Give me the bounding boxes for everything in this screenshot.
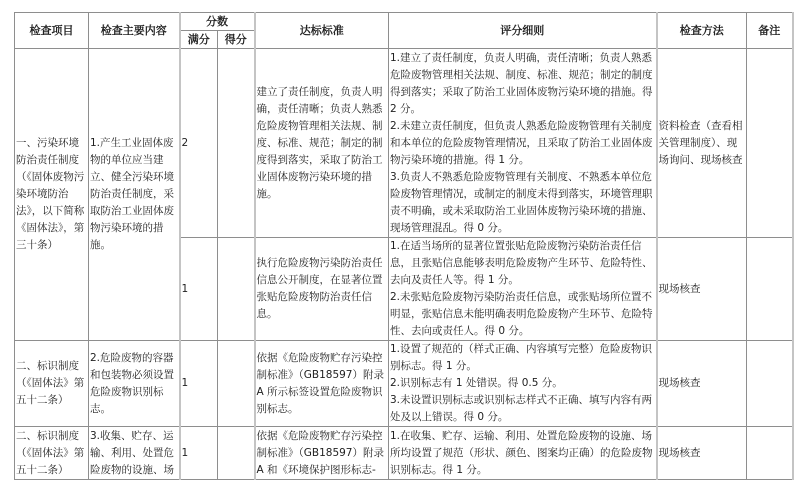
remark [747, 49, 793, 238]
inspection-table [14, 12, 794, 480]
inspection-item: 二、标识制度（《固体法》第五十二条） [15, 427, 89, 480]
full-score: 1 [180, 341, 218, 427]
full-score: 1 [180, 238, 218, 341]
inspection-method: 现场核查 [657, 427, 747, 480]
header-full-score: 满分 [180, 31, 218, 49]
header-score: 分数 [180, 13, 255, 31]
got-score [218, 341, 255, 427]
got-score [218, 49, 255, 238]
inspection-method: 资料检查（查看相关管理制度）、现场询问、现场核查 [657, 49, 747, 238]
remark [747, 341, 793, 427]
standard: 依据《危险废物贮存污染控制标准》（GB18597）附录 A 所示标签设置危险废物识别标志。 [255, 341, 389, 427]
standard: 建立了责任制度，负责人明确，责任清晰；负责人熟悉危险废物管理相关法规、制度、标准、规范；制定的制度得到落实，采取了防治工业固体废物污染环境的措施。 [255, 49, 389, 238]
header-item: 检查项目 [15, 13, 89, 49]
full-score: 1 [180, 427, 218, 480]
scoring-rule-item: 2.未张贴危险废物污染防治责任信息，或张贴场所位置不明显，张贴信息未能明确表明危险废物产生环节、危险特性、去向或责任人。得 0 分。 [390, 291, 653, 337]
inspection-method: 现场核查 [657, 341, 747, 427]
header-got-score: 得分 [218, 31, 255, 49]
inspection-content: 1.产生工业固体废物的单位应当建立、健全污染环境防治责任制度，采取防治工业固体废物污染环境的措施。 [89, 49, 180, 341]
got-score [218, 238, 255, 341]
scoring-rule-item: 1.建立了责任制度，负责人明确，责任清晰；负责人熟悉危险废物管理相关法规、制度、标准、规范；制定的制度得到落实；采取了防治工业固体废物污染环境的措施。得 2 分。 [390, 51, 653, 115]
scoring-rule-item: 1.在收集、贮存、运输、利用、处置危险废物的设施、场所均设置了规范（形状、颜色、图案均正确）的危险废物识别标志。得 1 分。 [390, 429, 653, 476]
full-score: 2 [180, 49, 218, 238]
inspection-method: 现场核查 [657, 238, 747, 341]
scoring-rule-item: 3.负责人不熟悉危险废物管理有关制度、不熟悉本单位危险废物管理情况，或制定的制度未得到落实，环境管理职责不明确，或未采取防治工业固体废物污染环境的措施、现场管理混乱。得 0 分。 [390, 170, 653, 234]
scoring-rule-item: 2.识别标志有 1 处错误。得 0.5 分。 [390, 377, 563, 389]
inspection-item: 二、标识制度（《固体法》第五十二条） [15, 341, 89, 427]
header-standard: 达标标准 [255, 13, 389, 49]
table-row [15, 341, 793, 427]
got-score [218, 427, 255, 480]
scoring-rules [389, 427, 657, 480]
remark [747, 427, 793, 480]
scoring-rule-item: 3.未设置识别标志或识别标志样式不正确、填写内容有两处及以上错误。得 0 分。 [390, 394, 653, 423]
inspection-content: 2.危险废物的容器和包装物必须设置危险废物识别标志。 [89, 341, 180, 427]
table-row [15, 427, 793, 480]
header-remark: 备注 [747, 13, 793, 49]
scoring-rules [389, 238, 657, 341]
scoring-rule-item: 2.未建立责任制度，但负责人熟悉危险废物管理有关制度和本单位的危险废物管理情况，且采取了防治工业固体废物污染环境的措施。得 1 分。 [390, 119, 653, 166]
table-row [15, 49, 793, 238]
standard: 依据《危险废物贮存污染控制标准》（GB18597）附录 A 和《环境保护图形标志- [255, 427, 389, 480]
remark [747, 238, 793, 341]
inspection-content: 3.收集、贮存、运输、利用、处置危险废物的设施、场 [89, 427, 180, 480]
scoring-rules [389, 341, 657, 427]
header-content: 检查主要内容 [89, 13, 180, 49]
inspection-item: 一、污染环境防治责任制度（《固体废物污染环境防治法》，以下简称《固体法》，第三十条） [15, 49, 89, 341]
scoring-rules [389, 49, 657, 238]
header-rules: 评分细则 [389, 13, 657, 49]
header-method: 检查方法 [657, 13, 747, 49]
scoring-rule-item: 1.设置了规范的（样式正确、内容填写完整）危险废物识别标志。得 1 分。 [390, 343, 653, 372]
standard: 执行危险废物污染防治责任信息公开制度，在显著位置张贴危险废物防治责任信息。 [255, 238, 389, 341]
scoring-rule-item: 1.在适当场所的显著位置张贴危险废物污染防治责任信息，且张贴信息能够表明危险废物产生环节、危险特性、去向及责任人等。得 1 分。 [390, 240, 653, 286]
